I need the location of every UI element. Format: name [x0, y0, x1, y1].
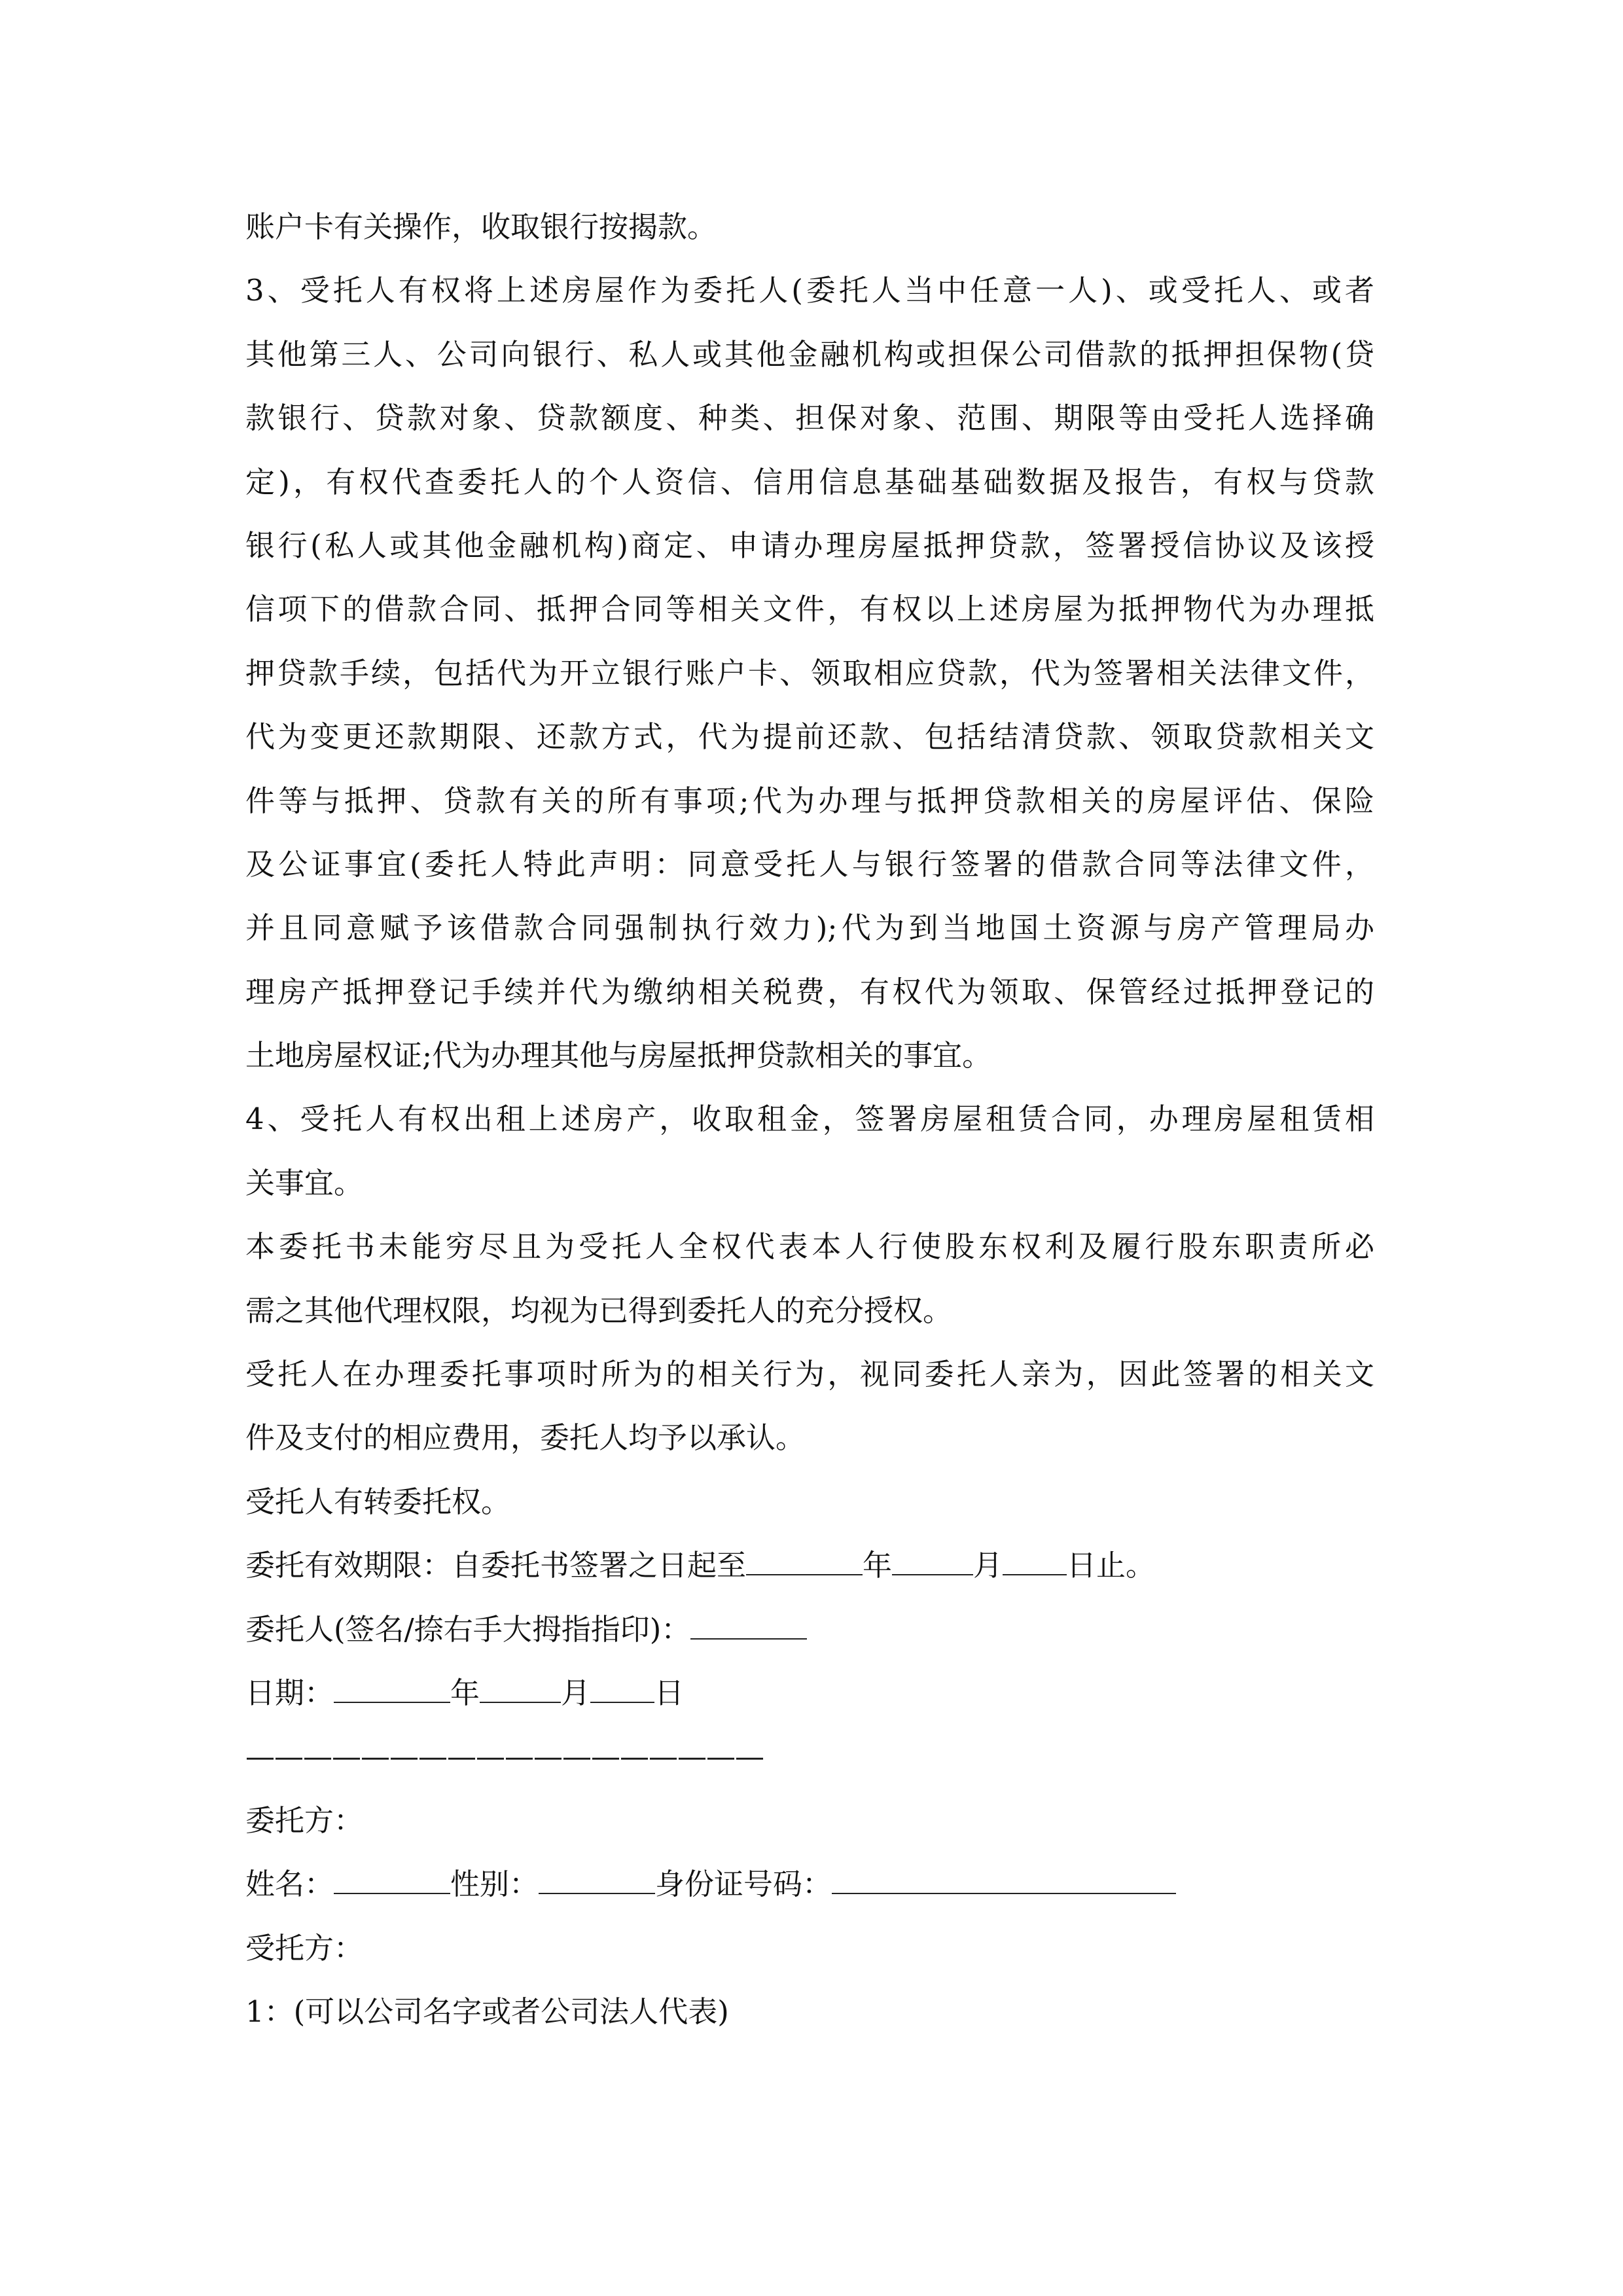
- text-line: 3、受托人有权将上述房屋作为委托人(委托人当中任意一人)、或受托人、或者: [245, 273, 1374, 308]
- gender-blank[interactable]: [539, 1871, 655, 1894]
- text-line: 受托人在办理委托事项时所为的相关行为，视同委托人亲为，因此签署的相关文: [245, 1357, 1374, 1392]
- text-line: 件及支付的相应费用，委托人均予以承认。: [245, 1420, 806, 1456]
- id-label: 身份证号码：: [655, 1867, 832, 1902]
- text-line: 关事宜。: [245, 1165, 364, 1200]
- date-line: [245, 1661, 1374, 1725]
- text-line: 定)，有权代查委托人的个人资信、信用信息基础基础数据及报告，有权与贷款: [245, 464, 1374, 499]
- agent-item-1: 1：(可以公司名字或者公司法人代表): [245, 1994, 729, 2029]
- id-number-blank[interactable]: [832, 1871, 1176, 1894]
- text-line: 信项下的借款合同、抵押合同等相关文件，有权以上述房屋为抵押物代为办理抵: [245, 592, 1374, 627]
- document-page: [245, 195, 1374, 2043]
- principal-info-line: [245, 1852, 1374, 1916]
- date-day-blank[interactable]: [590, 1679, 654, 1703]
- validity-day-blank[interactable]: [1003, 1552, 1067, 1575]
- text-line: 土地房屋权证;代为办理其他与房屋抵押贷款相关的事宜。: [245, 1038, 992, 1073]
- year-label: 年: [863, 1548, 893, 1583]
- validity-year-blank[interactable]: [746, 1552, 863, 1575]
- text-line: 代为变更还款期限、还款方式，代为提前还款、包括结清贷款、领取贷款相关文: [245, 719, 1374, 755]
- text-line: 受托人有转委托权。: [245, 1484, 511, 1519]
- gender-label: 性别：: [450, 1867, 539, 1902]
- name-blank[interactable]: [334, 1871, 450, 1894]
- text-line: 并且同意赋予该借款合同强制执行效力);代为到当地国土资源与房产管理局办: [245, 910, 1374, 946]
- date-month-blank[interactable]: [480, 1679, 561, 1703]
- day-end-label: 日止。: [1067, 1548, 1156, 1583]
- text-line: 件等与抵押、贷款有关的所有事项;代为办理与抵押贷款相关的房屋评估、保险: [245, 783, 1374, 818]
- text-line: 账户卡有关操作，收取银行按揭款。: [245, 209, 717, 244]
- month-label: 月: [561, 1675, 591, 1710]
- signature-label: 委托人(签名/捺右手大拇指指印)：: [245, 1611, 691, 1647]
- validity-label: 委托有效期限：自委托书签署之日起至: [245, 1548, 747, 1583]
- text-line: 银行(私人或其他金融机构)商定、申请办理房屋抵押贷款，签署授信协议及该授: [245, 528, 1374, 563]
- day-label: 日: [654, 1675, 685, 1710]
- separator-line: ——————————————————: [245, 1739, 764, 1774]
- signature-line: [245, 1598, 1374, 1661]
- text-line: 需之其他代理权限，均视为已得到委托人的充分授权。: [245, 1293, 953, 1328]
- principal-heading: 委托方：: [245, 1803, 364, 1838]
- validity-line: [245, 1534, 1374, 1597]
- text-line: 理房产抵押登记手续并代为缴纳相关税费，有权代为领取、保管经过抵押登记的: [245, 974, 1374, 1009]
- text-line: 其他第三人、公司向银行、私人或其他金融机构或担保公司借款的抵押担保物(贷: [245, 336, 1374, 372]
- validity-month-blank[interactable]: [892, 1552, 973, 1575]
- text-line: 押贷款手续，包括代为开立银行账户卡、领取相应贷款，代为签署相关法律文件，: [245, 655, 1374, 691]
- signature-blank[interactable]: [690, 1616, 807, 1640]
- month-label: 月: [973, 1548, 1003, 1583]
- date-label: 日期：: [245, 1675, 334, 1710]
- agent-heading: 受托方：: [245, 1930, 364, 1965]
- year-label: 年: [450, 1675, 480, 1710]
- name-label: 姓名：: [245, 1867, 334, 1902]
- text-line: 4、受托人有权出租上述房产，收取租金，签署房屋租赁合同，办理房屋租赁相: [245, 1102, 1374, 1137]
- text-line: 及公证事宜(委托人特此声明：同意受托人与银行签署的借款合同等法律文件，: [245, 846, 1374, 882]
- text-line: 本委托书未能穷尽且为受托人全权代表本人行使股东权利及履行股东职责所必: [245, 1229, 1374, 1265]
- text-line: 款银行、贷款对象、贷款额度、种类、担保对象、范围、期限等由受托人选择确: [245, 401, 1374, 436]
- date-year-blank[interactable]: [334, 1679, 450, 1703]
